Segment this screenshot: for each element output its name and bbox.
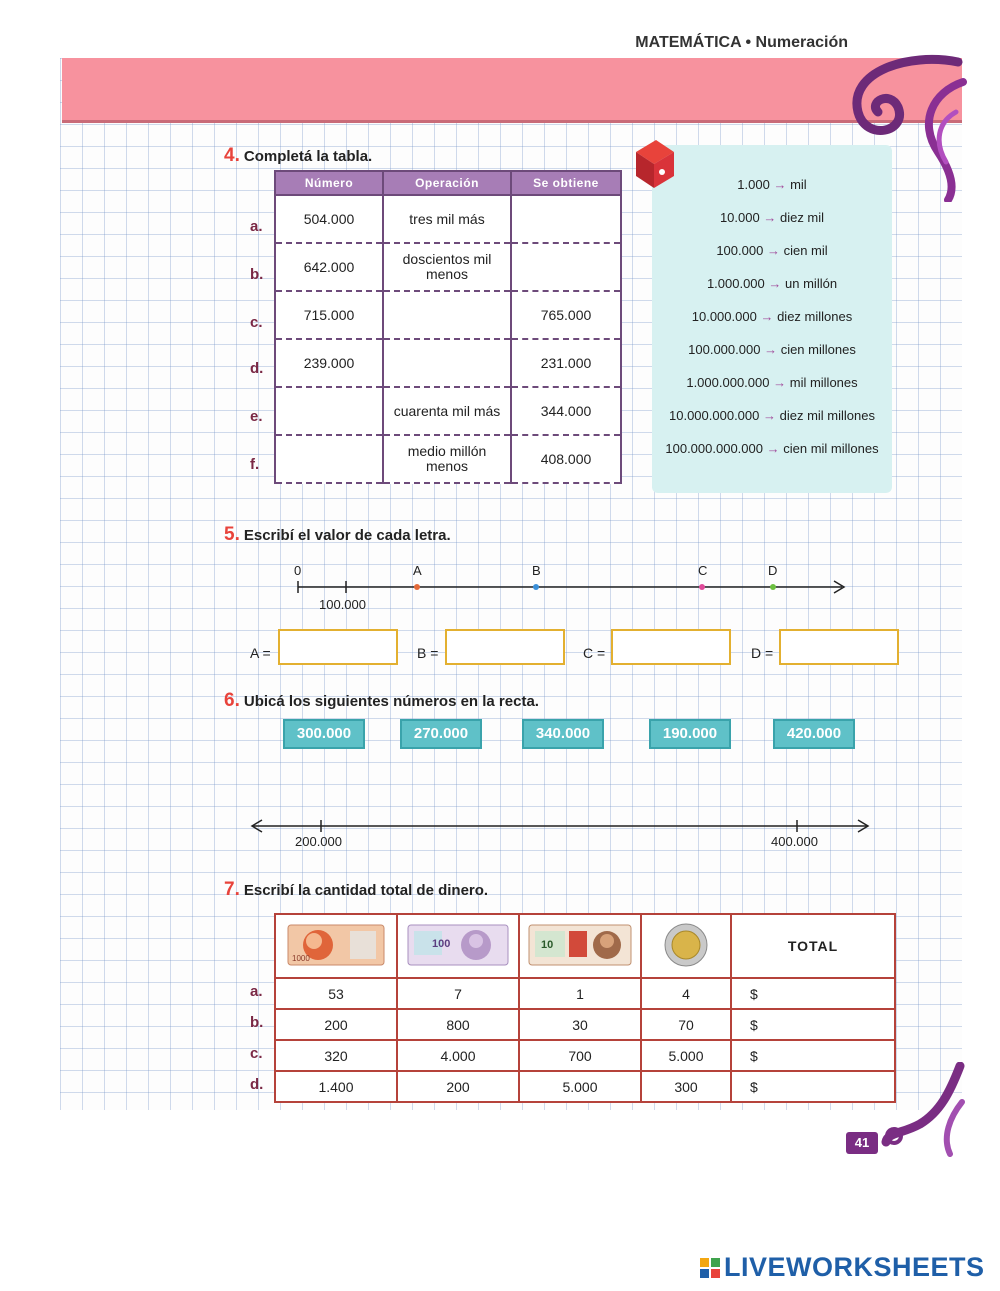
info-word: cien mil bbox=[783, 243, 828, 258]
info-word: un millón bbox=[785, 276, 838, 291]
cell-value: 5.000 bbox=[519, 1071, 641, 1102]
cell-numero-input[interactable] bbox=[275, 435, 383, 483]
draggable-number-chip[interactable]: 190.000 bbox=[649, 719, 731, 749]
exercise-5-text: Escribí el valor de cada letra. bbox=[243, 527, 451, 544]
cell-value: 700 bbox=[519, 1040, 641, 1071]
point-b bbox=[533, 584, 539, 590]
answer-label-d: D = bbox=[751, 645, 774, 661]
bill-1000-cell bbox=[275, 914, 397, 978]
table-row bbox=[275, 1009, 895, 1040]
cell-operacion-input[interactable] bbox=[383, 291, 511, 339]
cell-operacion: doscientos mil menos bbox=[383, 243, 511, 291]
banknote-10-icon bbox=[527, 921, 633, 969]
draggable-number-chip[interactable]: 270.000 bbox=[400, 719, 482, 749]
info-number: 1.000.000 bbox=[706, 276, 765, 291]
cell-value: 4.000 bbox=[397, 1040, 519, 1071]
money-header-row bbox=[275, 914, 895, 978]
bill-10-cell bbox=[519, 914, 641, 978]
place-value-info-box bbox=[652, 145, 892, 493]
arrow-icon: → bbox=[763, 210, 777, 225]
label-400000: 400.000 bbox=[771, 834, 818, 849]
cell-value: 300 bbox=[641, 1071, 731, 1102]
answer-input-a[interactable] bbox=[278, 629, 398, 665]
cell-value: 70 bbox=[641, 1009, 731, 1040]
label-a: A bbox=[413, 563, 422, 578]
row-letter-d: d. bbox=[250, 360, 264, 377]
cell-operacion-input[interactable] bbox=[383, 339, 511, 387]
info-line bbox=[652, 243, 892, 258]
exercise-7-title bbox=[224, 879, 488, 901]
header-obtiene: Se obtiene bbox=[511, 171, 621, 195]
cell-value: 800 bbox=[397, 1009, 519, 1040]
row-letter-f: f. bbox=[250, 456, 260, 473]
total-input[interactable]: $ bbox=[731, 978, 895, 1009]
cell-value: 7 bbox=[397, 978, 519, 1009]
answer-label-a: A = bbox=[250, 645, 271, 661]
header-title: MATEMÁTICA • Numeración bbox=[635, 34, 848, 51]
cell-value: 53 bbox=[275, 978, 397, 1009]
info-line bbox=[652, 177, 892, 192]
cell-operacion: cuarenta mil más bbox=[383, 387, 511, 435]
total-input[interactable]: $ bbox=[731, 1071, 895, 1102]
info-word: cien millones bbox=[780, 342, 856, 357]
cell-value: 200 bbox=[275, 1009, 397, 1040]
info-number: 100.000.000.000 bbox=[665, 441, 763, 456]
row-letter-b: b. bbox=[250, 266, 264, 283]
info-line bbox=[652, 309, 892, 324]
cell-value: 1 bbox=[519, 978, 641, 1009]
exercise-5-title bbox=[224, 524, 451, 546]
info-line bbox=[652, 342, 892, 357]
header-numero: Número bbox=[275, 171, 383, 195]
exercise-5-number: 5. bbox=[224, 524, 240, 545]
exercise-7-text: Escribí la cantidad total de dinero. bbox=[243, 882, 489, 899]
cell-numero: 239.000 bbox=[275, 339, 383, 387]
answer-label-c: C = bbox=[583, 645, 606, 661]
row-letter-c: c. bbox=[250, 1045, 263, 1062]
info-word: diez mil millones bbox=[779, 408, 875, 423]
info-number: 1.000 bbox=[737, 177, 770, 192]
brand-name: LIVEWORKSHEETS bbox=[724, 1252, 985, 1282]
draggable-number-chip[interactable]: 340.000 bbox=[522, 719, 604, 749]
bill-100-label: 100 bbox=[432, 937, 451, 950]
cell-numero-input[interactable] bbox=[275, 387, 383, 435]
exercise-7-table bbox=[274, 913, 896, 1103]
answer-input-b[interactable] bbox=[445, 629, 565, 665]
row-letter-e: e. bbox=[250, 408, 263, 425]
answer-input-c[interactable] bbox=[611, 629, 731, 665]
table-row bbox=[275, 435, 621, 483]
total-input[interactable]: $ bbox=[731, 1040, 895, 1071]
info-number: 100.000.000 bbox=[688, 342, 761, 357]
info-number: 1.000.000.000 bbox=[686, 375, 770, 390]
arrow-icon: → bbox=[764, 342, 778, 357]
exercise-4-table bbox=[274, 170, 622, 484]
number-line-5 bbox=[290, 575, 850, 599]
answer-label-b: B = bbox=[417, 645, 439, 661]
cell-operacion: tres mil más bbox=[383, 195, 511, 243]
info-line bbox=[652, 276, 892, 291]
arrow-icon: → bbox=[773, 375, 787, 390]
table-row bbox=[275, 978, 895, 1009]
info-word: mil millones bbox=[789, 375, 858, 390]
info-line bbox=[652, 408, 892, 423]
table-row bbox=[275, 1071, 895, 1102]
bill-1000-label: 1000 bbox=[292, 953, 310, 963]
bill-100-cell bbox=[397, 914, 519, 978]
exercise-4-number: 4. bbox=[224, 145, 240, 166]
draggable-number-chip[interactable]: 420.000 bbox=[773, 719, 855, 749]
row-letter-b: b. bbox=[250, 1014, 264, 1031]
cell-value: 5.000 bbox=[641, 1040, 731, 1071]
label-d: D bbox=[768, 563, 778, 578]
info-word: mil bbox=[790, 177, 807, 192]
table-row bbox=[275, 291, 621, 339]
coin-1-peso-icon bbox=[663, 922, 709, 968]
table-row bbox=[275, 195, 621, 243]
row-letter-a: a. bbox=[250, 983, 263, 1000]
info-line bbox=[652, 441, 892, 456]
cell-numero: 504.000 bbox=[275, 195, 383, 243]
arrow-icon: → bbox=[760, 309, 774, 324]
table-row bbox=[275, 387, 621, 435]
info-number: 10.000.000 bbox=[691, 309, 757, 324]
exercise-7-number: 7. bbox=[224, 879, 240, 900]
label-c: C bbox=[698, 563, 708, 578]
banknote-100-icon bbox=[406, 921, 510, 969]
cell-obtiene: 408.000 bbox=[511, 435, 621, 483]
answer-input-d[interactable] bbox=[779, 629, 899, 665]
point-c bbox=[699, 584, 705, 590]
cell-value: 30 bbox=[519, 1009, 641, 1040]
total-input[interactable]: $ bbox=[731, 1009, 895, 1040]
header-operacion: Operación bbox=[383, 171, 511, 195]
arrow-icon: → bbox=[766, 243, 780, 258]
info-number: 100.000 bbox=[716, 243, 764, 258]
coin-cell bbox=[641, 914, 731, 978]
info-word: cien mil millones bbox=[783, 441, 879, 456]
exercise-6-title bbox=[224, 690, 539, 712]
exercise-6-number: 6. bbox=[224, 690, 240, 711]
info-line bbox=[652, 375, 892, 390]
cell-obtiene-input[interactable] bbox=[511, 195, 621, 243]
info-number: 10.000 bbox=[719, 210, 760, 225]
liveworksheets-logo-icon bbox=[700, 1258, 720, 1280]
table-row bbox=[275, 1040, 895, 1071]
table-row bbox=[275, 339, 621, 387]
exercise-4-title bbox=[224, 145, 372, 167]
cell-value: 1.400 bbox=[275, 1071, 397, 1102]
cell-value: 200 bbox=[397, 1071, 519, 1102]
swirl-ornament-bottom bbox=[880, 1062, 966, 1158]
arrow-icon: → bbox=[768, 276, 782, 291]
info-word: diez mil bbox=[779, 210, 825, 225]
point-d bbox=[770, 584, 776, 590]
banknote-1000-icon bbox=[286, 921, 386, 969]
cell-value: 320 bbox=[275, 1040, 397, 1071]
cell-numero: 642.000 bbox=[275, 243, 383, 291]
page-number: 41 bbox=[846, 1132, 878, 1154]
label-200000: 200.000 bbox=[295, 834, 342, 849]
label-b: B bbox=[532, 563, 541, 578]
cell-operacion: medio millón menos bbox=[383, 435, 511, 483]
cell-numero: 715.000 bbox=[275, 291, 383, 339]
cube-icon bbox=[632, 136, 678, 196]
point-a bbox=[414, 584, 420, 590]
cell-obtiene: 344.000 bbox=[511, 387, 621, 435]
row-letter-c: c. bbox=[250, 314, 263, 331]
page-header bbox=[62, 58, 962, 123]
exercise-4-text: Completá la tabla. bbox=[243, 148, 373, 165]
bill-10-label: 10 bbox=[541, 938, 554, 951]
row-letter-d: d. bbox=[250, 1076, 264, 1093]
exercise-6-text: Ubicá los siguientes números en la recta. bbox=[243, 693, 539, 710]
arrow-icon: → bbox=[773, 177, 787, 192]
draggable-number-chip[interactable]: 300.000 bbox=[283, 719, 365, 749]
table-row bbox=[275, 243, 621, 291]
cell-obtiene-input[interactable] bbox=[511, 243, 621, 291]
arrow-icon: → bbox=[766, 441, 780, 456]
info-line bbox=[652, 210, 892, 225]
info-number: 10.000.000.000 bbox=[669, 408, 760, 423]
total-header: TOTAL bbox=[731, 914, 895, 978]
label-100000: 100.000 bbox=[319, 597, 366, 612]
row-letter-a: a. bbox=[250, 218, 263, 235]
cell-obtiene: 231.000 bbox=[511, 339, 621, 387]
info-word: diez millones bbox=[777, 309, 853, 324]
cell-value: 4 bbox=[641, 978, 731, 1009]
arrow-icon: → bbox=[763, 408, 776, 423]
cell-obtiene: 765.000 bbox=[511, 291, 621, 339]
label-zero: 0 bbox=[294, 563, 302, 578]
